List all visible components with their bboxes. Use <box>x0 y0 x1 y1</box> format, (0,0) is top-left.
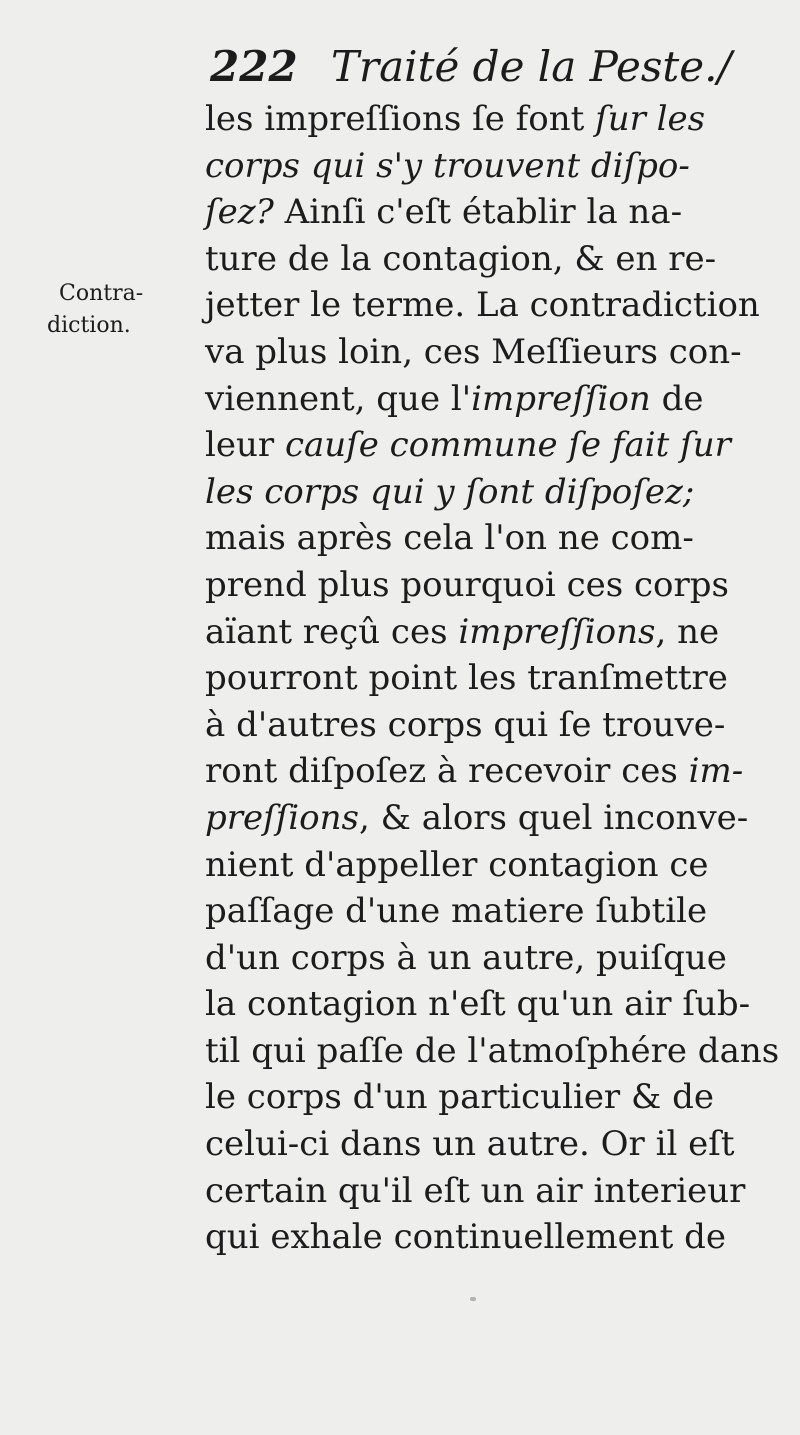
text-segment: mais après cela l'on ne com- <box>205 518 694 559</box>
italic-segment: impreſſions <box>458 611 656 652</box>
text-segment: à d'autres corps qui ſe trouve- <box>205 704 726 745</box>
body-text <box>205 96 780 1261</box>
text-line <box>205 515 775 562</box>
text-segment: celui-ci dans un autre. Or il eſt <box>205 1124 735 1165</box>
italic-segment: ſur les <box>595 99 706 139</box>
text-segment: qui exhale continuellement de <box>205 1217 726 1258</box>
margin-note-line: Contra- <box>59 281 144 306</box>
italic-segment: corps qui s'y trouvent diſpo- <box>205 145 690 186</box>
text-line <box>205 842 775 889</box>
italic-segment: impreſſion <box>471 378 651 419</box>
text-segment: le corps d'un particulier & de <box>205 1077 714 1118</box>
page-header <box>210 42 732 92</box>
text-segment: d'un corps à un autre, puiſque <box>205 937 727 978</box>
text-line <box>205 96 775 143</box>
text-segment: de <box>650 378 704 419</box>
text-line <box>205 189 775 236</box>
text-line <box>205 562 775 609</box>
italic-segment: les corps qui y ſont diſpoſez; <box>205 471 695 512</box>
text-line <box>205 329 775 376</box>
text-segment: la contagion n'eſt qu'un air ſub- <box>205 984 751 1025</box>
text-segment: Ainſi c'eſt établir la na- <box>273 192 683 233</box>
text-segment: paſſage d'une matiere ſubtile <box>205 891 708 932</box>
text-line <box>205 236 775 283</box>
text-line <box>205 1028 780 1075</box>
text-line <box>205 1074 775 1121</box>
ink-smudge <box>470 1297 476 1301</box>
italic-segment: ſez? <box>205 192 274 233</box>
text-line <box>205 935 775 982</box>
text-segment: les impreſſions ſe font <box>205 99 596 139</box>
text-segment: ture de la contagion, & en re- <box>205 238 717 279</box>
text-segment: ront diſpoſez à recevoir ces <box>205 751 689 792</box>
text-line <box>205 609 775 656</box>
margin-note-line: diction. <box>47 313 131 338</box>
running-title: Traité de la Peste./ <box>331 42 732 91</box>
text-segment: nient d'appeller contagion ce <box>205 844 709 885</box>
text-line <box>205 376 775 423</box>
margin-note <box>47 278 197 342</box>
text-segment: jetter le terme. La contradiction <box>205 285 760 326</box>
text-line <box>205 143 775 190</box>
text-line <box>205 748 775 795</box>
text-segment: viennent, que l' <box>205 378 472 419</box>
text-segment: pourront point les tranſmettre <box>205 658 728 699</box>
text-line <box>205 1168 775 1215</box>
text-line <box>205 422 775 469</box>
text-segment: leur <box>205 425 285 466</box>
text-line <box>205 702 775 749</box>
text-line <box>205 1121 775 1168</box>
text-segment: , ne <box>655 611 720 652</box>
text-line <box>205 469 775 516</box>
text-segment: prend plus pourquoi ces corps <box>205 564 729 605</box>
text-segment: aïant reçû ces <box>205 611 459 652</box>
text-line <box>205 795 775 842</box>
page-number: 222 <box>210 42 298 91</box>
text-segment: , & alors quel inconve- <box>359 797 749 838</box>
text-line <box>205 282 775 329</box>
italic-segment: cauſe commune ſe fait ſur <box>284 425 731 466</box>
text-segment: va plus loin, ces Meſſieurs con- <box>205 331 742 372</box>
text-line <box>205 888 775 935</box>
italic-segment: preſſions <box>205 797 359 838</box>
text-line <box>205 981 775 1028</box>
text-segment: certain qu'il eſt un air interieur <box>205 1170 746 1211</box>
text-line <box>205 655 775 702</box>
text-segment: til qui paſſe de l'atmoſphére dans <box>205 1030 780 1071</box>
italic-segment: im- <box>688 751 744 792</box>
text-line <box>205 1214 775 1261</box>
